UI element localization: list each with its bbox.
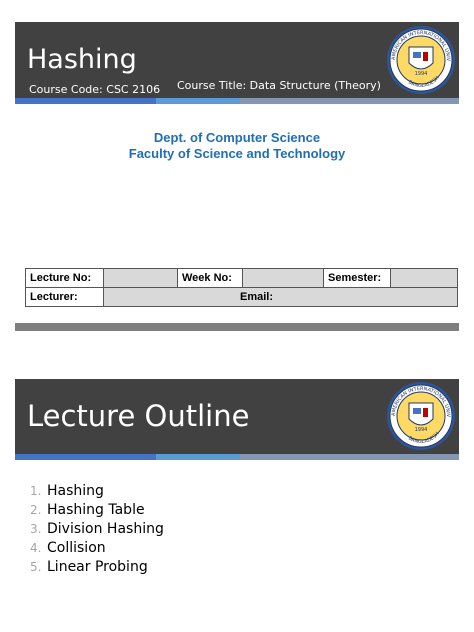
lecture-no-label: Lecture No: <box>26 269 104 288</box>
course-title: Course Title: Data Structure (Theory) <box>177 79 381 92</box>
university-logo-icon <box>386 25 456 95</box>
header-accent-bar <box>15 98 459 104</box>
slide-footer-bar <box>15 323 459 331</box>
outline-item-number: 2. <box>30 502 42 517</box>
logo-bottom-text: BANGLADESH <box>407 75 441 90</box>
slide-title: Hashing <box>27 44 137 75</box>
outline-item <box>30 519 164 538</box>
lecturer-label: Lecturer: <box>26 288 104 307</box>
logo-top-text: AMERICAN INTERNATIONAL UNIV <box>390 29 452 62</box>
outline-item <box>30 500 164 519</box>
outline-item-text: Hashing <box>47 482 104 499</box>
outline-item-text: Collision <box>47 539 106 556</box>
outline-item-text: Division Hashing <box>47 520 164 537</box>
week-no-value <box>243 269 324 288</box>
faculty-name: Faculty of Science and Technology <box>128 146 346 161</box>
outline-item-number: 4. <box>30 540 42 555</box>
logo-year: 1994 <box>414 427 428 433</box>
department-name: Dept. of Computer Science <box>153 130 321 145</box>
info-row-1 <box>26 269 458 288</box>
logo-year: 1994 <box>414 71 428 77</box>
outline-item <box>30 557 164 576</box>
university-logo-icon <box>386 381 456 451</box>
semester-label: Semester: <box>324 269 391 288</box>
lecture-info-table <box>25 268 458 307</box>
email-label: Email: <box>104 288 458 307</box>
outline-item <box>30 481 164 500</box>
outline-item-number: 5. <box>30 559 42 574</box>
outline-slide-header <box>15 379 459 454</box>
logo-top-text: AMERICAN INTERNATIONAL UNIV <box>390 385 452 418</box>
logo-bottom-text: BANGLADESH <box>407 431 441 446</box>
semester-value <box>391 269 458 288</box>
lecture-outline-list <box>30 481 164 576</box>
title-slide-header <box>15 22 459 98</box>
outline-item-text: Hashing Table <box>47 501 145 518</box>
outline-item <box>30 538 164 557</box>
outline-item-text: Linear Probing <box>47 558 148 575</box>
slide-title: Lecture Outline <box>27 399 250 433</box>
course-code: Course Code: CSC 2106 <box>29 83 161 96</box>
lecture-no-value <box>104 269 178 288</box>
outline-item-number: 1. <box>30 483 42 498</box>
info-row-2 <box>26 288 458 307</box>
header-accent-bar <box>15 454 459 460</box>
week-no-label: Week No: <box>178 269 243 288</box>
outline-item-number: 3. <box>30 521 42 536</box>
